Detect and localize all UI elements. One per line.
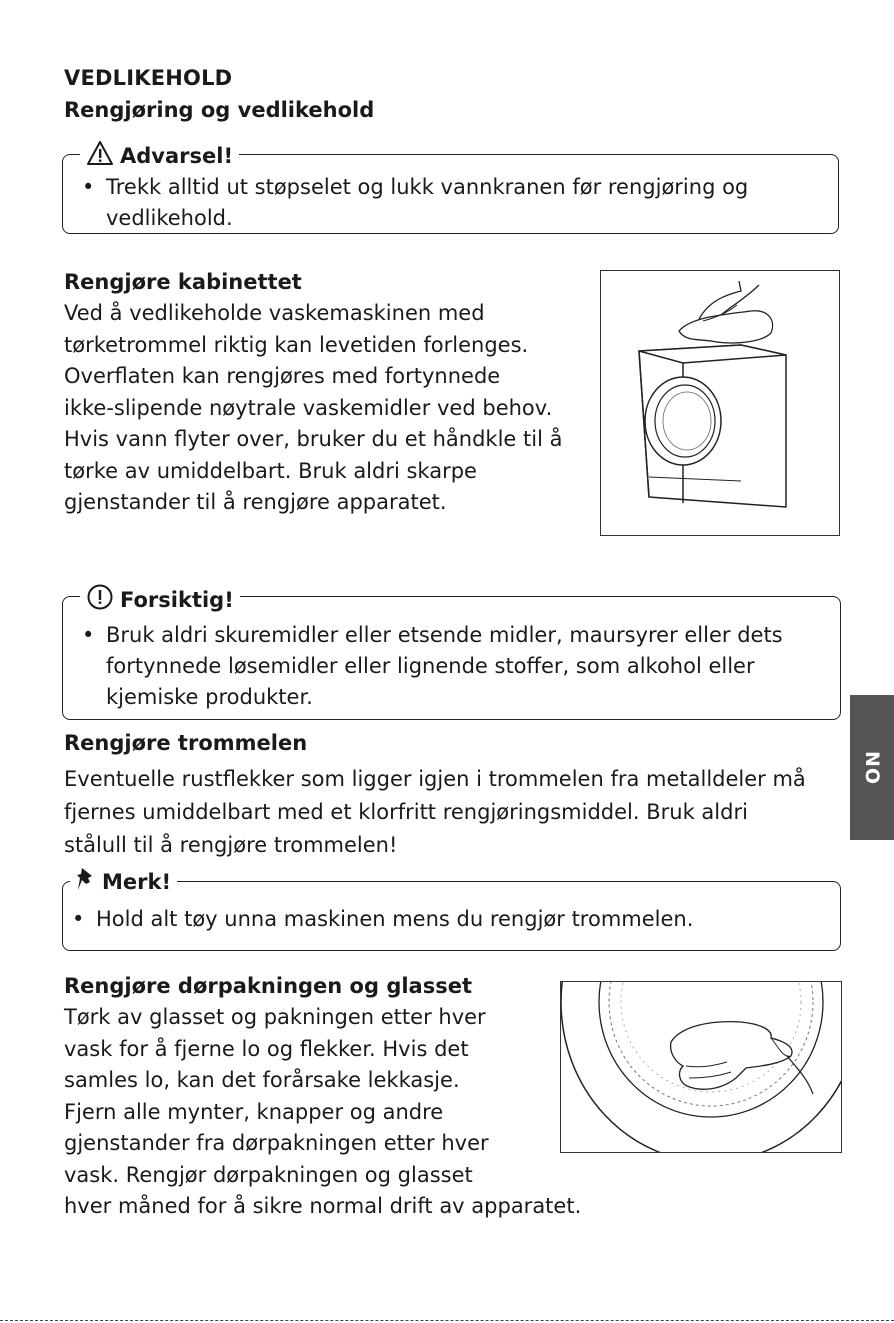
language-tab <box>850 695 894 840</box>
pushpin-icon <box>74 866 96 898</box>
gasket-text: Tørk av glasset og pakningen etter hver vask for å fjerne lo og flekker. Hvis det samles lo, kan det forårsake lekkasje. Fjern alle mynter, knapper og andre gjenstander fra dørpakningen etter hver vask. Rengjør dørpakningen og glasset hver måned for å sikre normal drift av apparatet. <box>64 1005 582 1218</box>
note-text: Hold alt tøy unna maskinen mens du rengjør trommelen. <box>96 907 694 931</box>
note-title <box>70 866 177 898</box>
warning-title <box>80 140 239 172</box>
list-item <box>72 904 832 935</box>
bullet-icon: • <box>82 175 95 199</box>
page-divider <box>0 1320 894 1321</box>
caution-title <box>80 583 240 617</box>
list-item <box>82 172 822 234</box>
note-label: Merk! <box>102 870 172 894</box>
warning-triangle-icon <box>86 140 114 172</box>
note-list <box>72 904 832 935</box>
exclamation-circle-icon <box>86 583 114 617</box>
caution-list <box>82 620 827 713</box>
gasket-illustration <box>560 981 842 1153</box>
bullet-icon: • <box>72 907 85 931</box>
caution-text: Bruk aldri skuremidler eller etsende midler, maursyrer eller dets fortynnede løsemidler eller lignende stoffer, som alkohol eller kjemiske produkter. <box>106 623 783 709</box>
warning-text: Trekk alltid ut støpselet og lukk vannkranen før rengjøring og vedlikehold. <box>106 175 749 230</box>
cabinet-text: Ved å vedlikeholde vaskemaskinen med tørketrommel riktig kan levetiden forlenges. Overflaten kan rengjøres med fortynnede ikke-slipende nøytrale vaskemidler ved behov. Hvis vann flyter over, bruker du et håndkle til å tørke av umiddelbart. Bruk aldri skarpe gjenstander til å rengjøre apparatet. <box>64 301 563 514</box>
gasket-heading: Rengjøre dørpakningen og glasset <box>64 974 473 998</box>
cabinet-heading: Rengjøre kabinettet <box>64 270 302 294</box>
page-title: Rengjøring og vedlikehold <box>64 98 375 122</box>
cabinet-illustration <box>600 270 840 536</box>
caution-label: Forsiktig! <box>120 588 234 612</box>
drum-heading: Rengjøre trommelen <box>64 731 308 755</box>
warning-label: Advarsel! <box>120 144 234 168</box>
section-title: VEDLIKEHOLD <box>64 66 233 90</box>
list-item <box>82 620 827 713</box>
drum-text: Eventuelle rustflekker som ligger igjen i trommelen fra metalldeler må fjernes umiddelbart med et klorfritt rengjøringsmiddel. Bruk aldri stålull til å rengjøre trommelen! <box>64 767 806 857</box>
language-tab-label: NO <box>861 750 883 785</box>
bullet-icon: • <box>82 623 95 647</box>
warning-list <box>82 172 822 234</box>
